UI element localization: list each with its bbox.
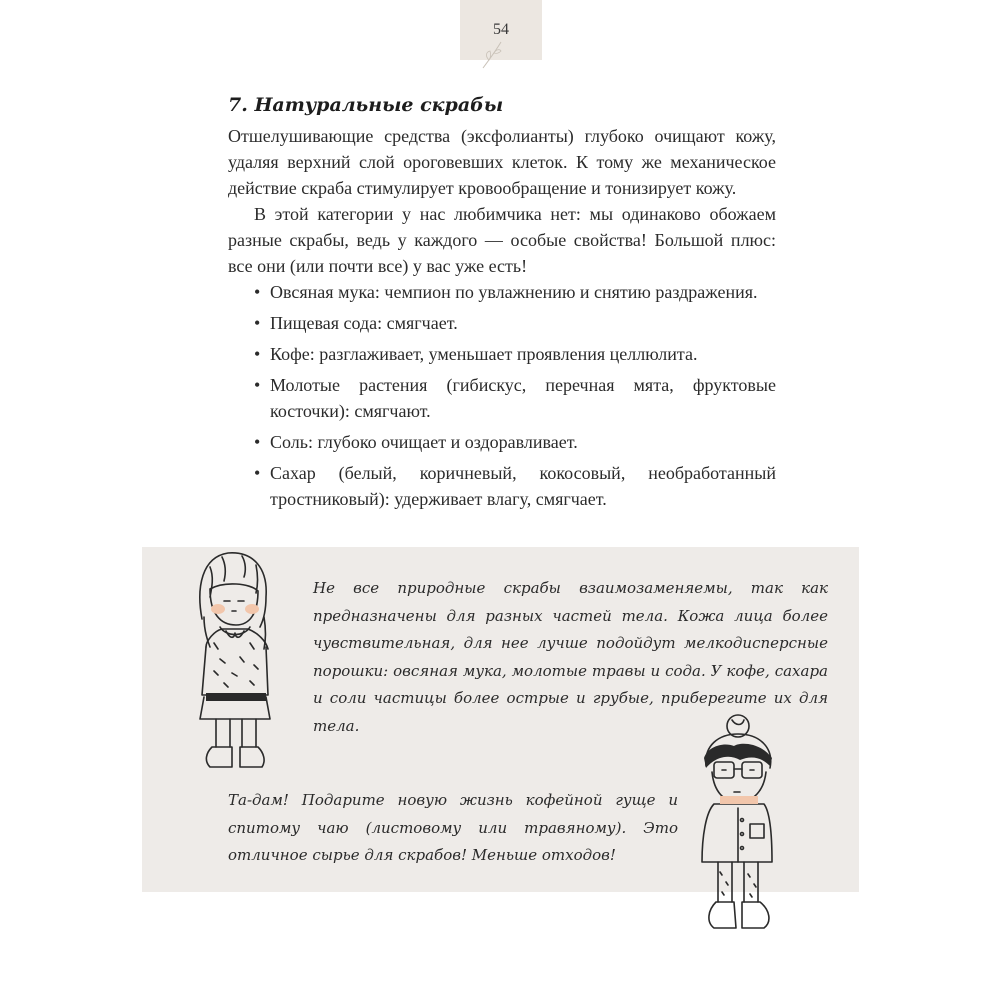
section-content (228, 92, 776, 517)
list-item: • Пищевая сода: смягчает. (270, 310, 776, 336)
second-paragraph: В этой категории у нас любимчика нет: мы одинаково обожаем разные скрабы, ведь у каждого — особые свойства! Большой плюс: все они (или почти все) у вас уже есть! (228, 204, 776, 276)
section-heading: 7. Натуральные скрабы (228, 94, 504, 116)
scrub-list (228, 279, 776, 512)
leaf-icon (481, 40, 505, 70)
intro-paragraph: Отшелушивающие средства (эксфолианты) глубоко очищают кожу, удаляя верхний слой ороговевших клеток. К тому же механическое действие скраба стимулирует кровообращение и тонизирует кожу. (228, 126, 776, 198)
girl-with-glasses-illustration (684, 712, 794, 937)
tip-text-reuse: Та-дам! Подарите новую жизнь кофейной гуще и спитому чаю (листовому или травяному). Это отличное сырье для скрабов! Меньше отходов! (228, 791, 678, 864)
girl-long-hair-illustration (180, 547, 290, 772)
list-item: • Сахар (белый, коричневый, кокосовый, необработанный тростниковый): удерживает влагу, смягчает. (270, 460, 776, 512)
page-number: 54 (493, 21, 509, 38)
list-item: • Овсяная мука: чемпион по увлажнению и снятию раздражения. (270, 279, 776, 305)
list-item: • Молотые растения (гибискус, перечная мята, фруктовые косточки): смягчают. (270, 372, 776, 424)
tip-text-scrub-types: Не все природные скрабы взаимозаменяемы, так как предназначены для разных частей тела. Кожа лица более чувствительная, для нее лучше подойдут мелкодисперсные порошки: овсяная мука, молотые травы и сода. У кофе, сахара и соли частицы более острые и грубые, приберегите их для тела. (313, 579, 828, 735)
list-item: • Кофе: разглаживает, уменьшает проявления целлюлита. (270, 341, 776, 367)
list-item: • Соль: глубоко очищает и оздоравливает. (270, 429, 776, 455)
